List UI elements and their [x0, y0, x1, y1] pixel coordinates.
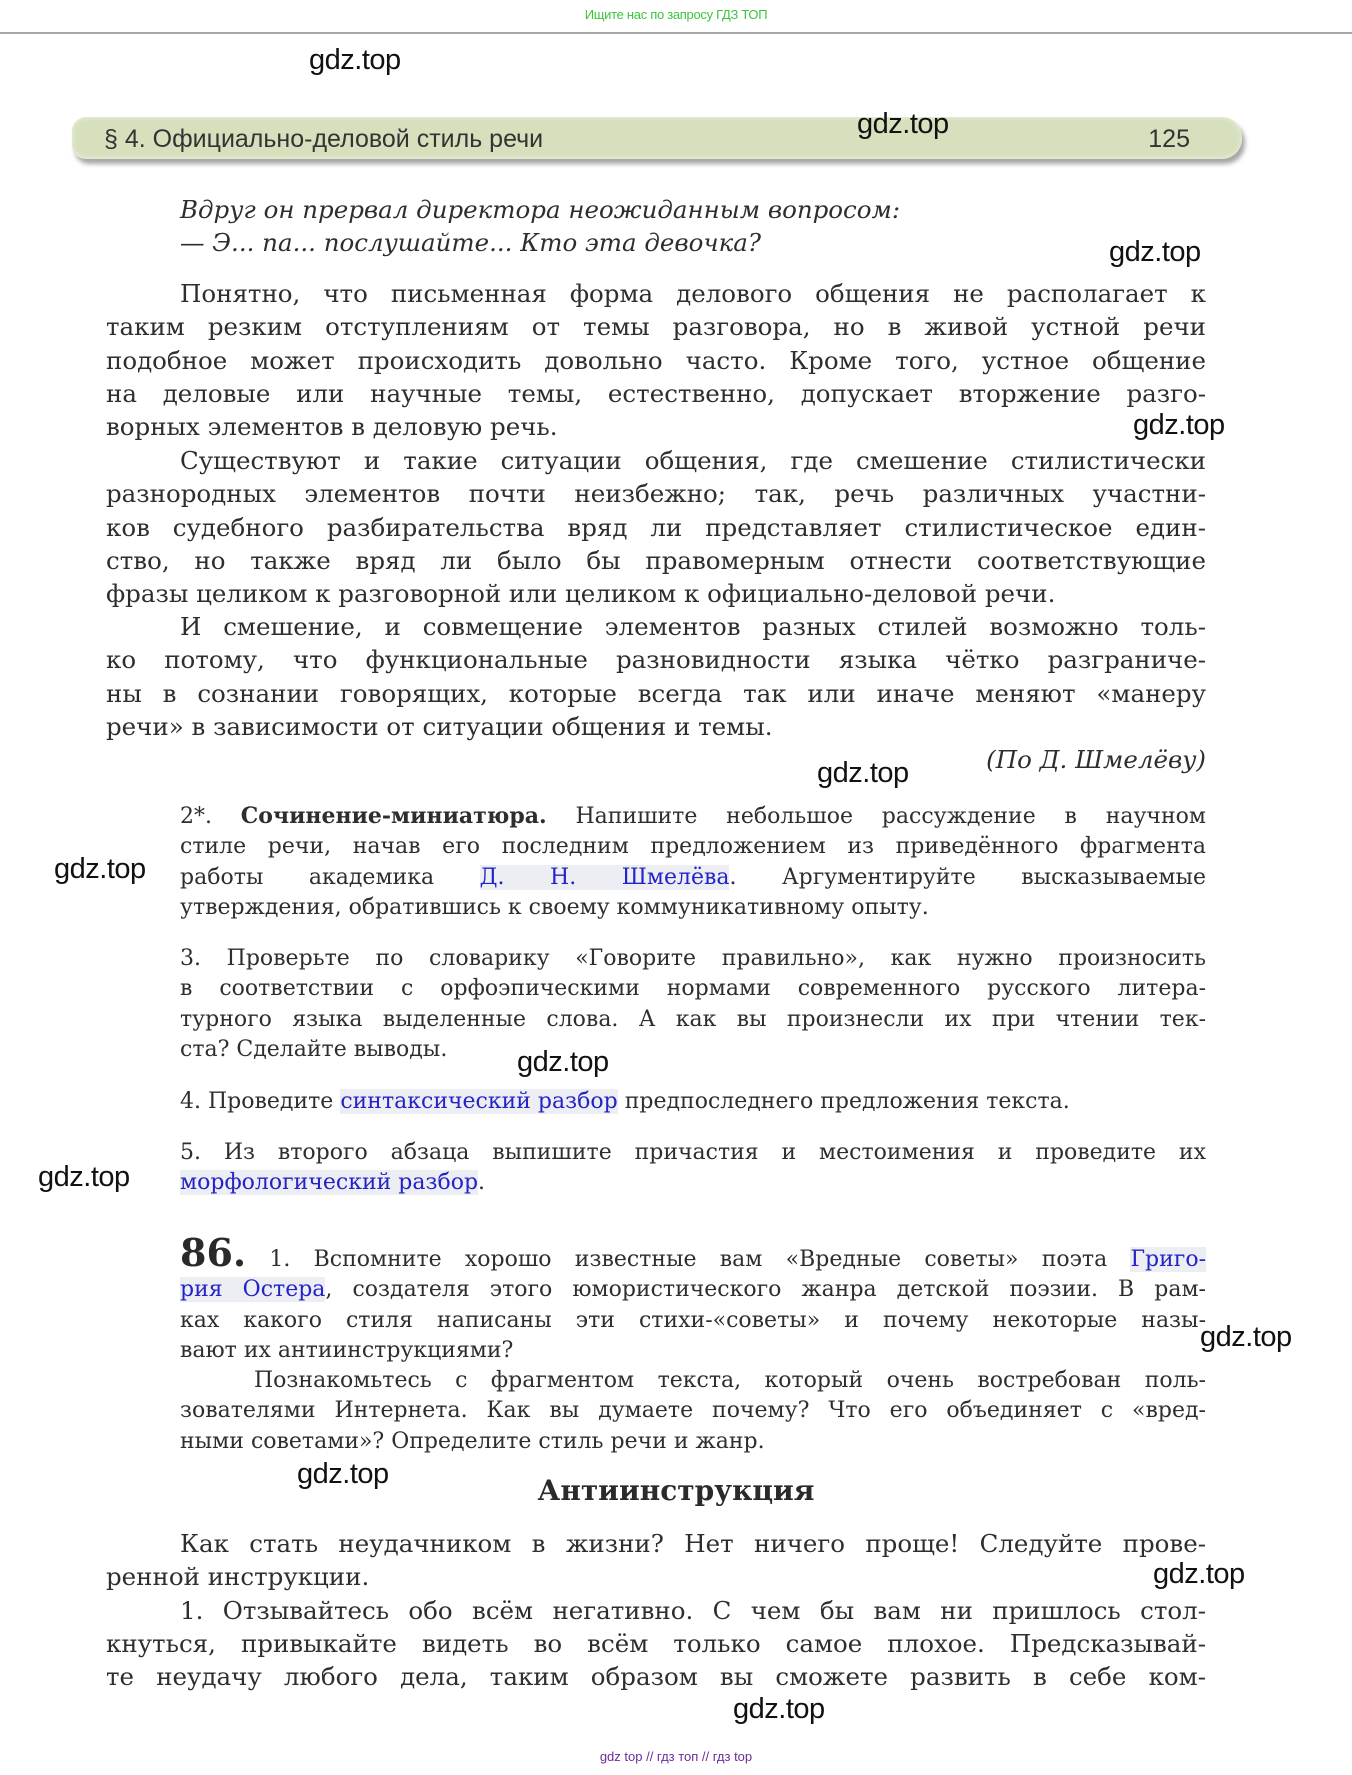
- section-title: § 4. Официально-деловой стиль речи: [104, 125, 544, 153]
- paragraph: [106, 610, 1206, 743]
- section-header: [72, 117, 1242, 159]
- text-line: подобное может происходить довольно часто. Кроме того, устное общение: [106, 345, 1206, 375]
- paragraph: [106, 444, 1206, 610]
- text-title: Антиинструкция: [537, 1474, 815, 1507]
- watermark: gdz.top: [857, 108, 949, 140]
- watermark: gdz.top: [1109, 236, 1201, 268]
- text-line: ными советами»? Определите стиль речи и жанр.: [180, 1428, 765, 1454]
- watermark: gdz.top: [297, 1458, 389, 1490]
- text-line: те неудачу любого дела, таким образом вы сможете развить в себе ком-: [106, 1662, 1206, 1692]
- task-5: [180, 1138, 1206, 1199]
- footer-links: gdz top // гдз топ // гдз top: [599, 1749, 753, 1764]
- exercise-86: [180, 1230, 1207, 1457]
- text-line: 1. Отзывайтесь обо всём негативно. С чем бы вам ни пришлось стол-: [180, 1595, 1206, 1625]
- text-line: стиле речи, начав его последним предложением из приведённого фрагмента: [180, 834, 1206, 860]
- attribution: (По Д. Шмелёву): [986, 745, 1206, 774]
- link-morphology-analysis[interactable]: морфологический разбор: [180, 1170, 479, 1196]
- quote-line: — Э... па... послушайте... Кто эта девочка?: [180, 228, 761, 258]
- text-fragment: 1. Вспомните хорошо известные вам «Вредные советы» поэта: [269, 1247, 1108, 1272]
- watermark: gdz.top: [1200, 1321, 1292, 1353]
- text-line: разнородных элементов почти неизбежно; так, речь различных участни-: [106, 479, 1206, 509]
- text-line: ста? Сделайте выводы.: [180, 1036, 448, 1062]
- text-line: И смешение, и совмещение элементов разных стилей возможно толь-: [180, 612, 1206, 641]
- text-line: ны в сознании говорящих, которые всегда так или иначе меняют «манеру: [106, 678, 1206, 708]
- banner-text: Ищите нас по запросу ГДЗ ТОП: [584, 7, 768, 22]
- text-line: вают их антиинструкциями?: [180, 1337, 514, 1363]
- watermark: gdz.top: [1133, 409, 1225, 441]
- watermark: gdz.top: [54, 853, 146, 885]
- text-fragment: , создателя этого юмористического жанра детской поэзии. В рам-: [325, 1277, 1206, 1303]
- text-line: ство, но также вряд ли было бы правомерным отнести соответствующие: [106, 545, 1206, 575]
- task-title: Сочинение-миниатюра.: [240, 803, 547, 829]
- text-line: на деловые или научные темы, естественно, допускает вторжение разго-: [106, 378, 1206, 408]
- text-line: Существуют и такие ситуации общения, где смешение стилистически: [180, 446, 1206, 475]
- link-shmelev[interactable]: Д. Н. Шмелёва: [479, 864, 730, 890]
- text-line: турного языка выделенные слова. А как вы произнесли их при чтении тек-: [180, 1006, 1206, 1032]
- text-fragment: . Аргументируйте высказываемые: [729, 864, 1206, 890]
- text-line: 5. Из второго абзаца выпишите причастия и местоимения и проведите их: [180, 1140, 1206, 1165]
- text-line: таким резким отступлениям от темы разговора, но в живой устной речи: [106, 312, 1206, 342]
- link-oster[interactable]: Григо-: [1130, 1247, 1207, 1272]
- text-line: 3. Проверьте по словарику «Говорите правильно», как нужно произносить: [180, 946, 1206, 971]
- paragraph: [106, 277, 1206, 443]
- task-4: [180, 1087, 1206, 1117]
- text-line: зователями Интернета. Как вы думаете почему? Что его объединяет с «вред-: [180, 1398, 1206, 1424]
- link-oster[interactable]: рия Остера: [180, 1277, 326, 1303]
- text-line: фразы целиком к разговорной или целиком к официально-деловой речи.: [106, 579, 1056, 609]
- page-number: 125: [1148, 125, 1190, 153]
- watermark: gdz.top: [1153, 1558, 1245, 1590]
- watermark: gdz.top: [309, 44, 401, 76]
- watermark: gdz.top: [517, 1046, 609, 1078]
- text-fragment: 4. Проведите: [180, 1089, 334, 1114]
- text-line: ренной инструкции.: [106, 1562, 370, 1592]
- top-banner: [0, 0, 1352, 34]
- text-line: кнуться, привыкайте видеть во всём только самое плохое. Предсказывай-: [106, 1628, 1206, 1658]
- text-line: Понятно, что письменная форма делового общения не располагает к: [180, 279, 1206, 308]
- text-line: утверждения, обратившись к своему коммуникативному опыту.: [180, 894, 929, 920]
- quote-line: Вдруг он прервал директора неожиданным вопросом:: [180, 195, 901, 224]
- watermark: gdz.top: [38, 1161, 130, 1193]
- text-line: ко потому, что функциональные разновидности языка чётко разграниче-: [106, 645, 1206, 675]
- watermark: gdz.top: [817, 757, 909, 789]
- task-2: [180, 801, 1206, 923]
- text-fragment: .: [478, 1170, 486, 1196]
- text-line: Напишите небольшое рассуждение в научном: [575, 804, 1206, 829]
- text-line: ках какого стиля написаны эти стихи-«советы» и почему некоторые назы-: [180, 1307, 1206, 1333]
- text-fragment: работы академика: [180, 864, 435, 890]
- link-syntax-analysis[interactable]: синтаксический разбор: [340, 1089, 618, 1114]
- watermark: gdz.top: [733, 1693, 825, 1725]
- text-line: ворных элементов в деловую речь.: [106, 412, 558, 442]
- task-number: 2*.: [180, 804, 212, 829]
- exercise-number: 86.: [180, 1230, 247, 1275]
- text-line: Как стать неудачником в жизни? Нет ничего проще! Следуйте прове-: [180, 1529, 1206, 1558]
- text-line: речи» в зависимости от ситуации общения и темы.: [106, 711, 773, 741]
- text-line: Познакомьтесь с фрагментом текста, который очень востребован поль-: [254, 1368, 1206, 1394]
- paragraph: [106, 1527, 1206, 1693]
- text-line: ков судебного разбирательства вряд ли представляет стилистическое един-: [106, 512, 1206, 542]
- text-line: в соответствии с орфоэпическими нормами современного русского литера-: [180, 976, 1206, 1002]
- quote-block: [180, 193, 1080, 260]
- text-fragment: предпоследнего предложения текста.: [624, 1089, 1070, 1114]
- task-3: [180, 944, 1206, 1065]
